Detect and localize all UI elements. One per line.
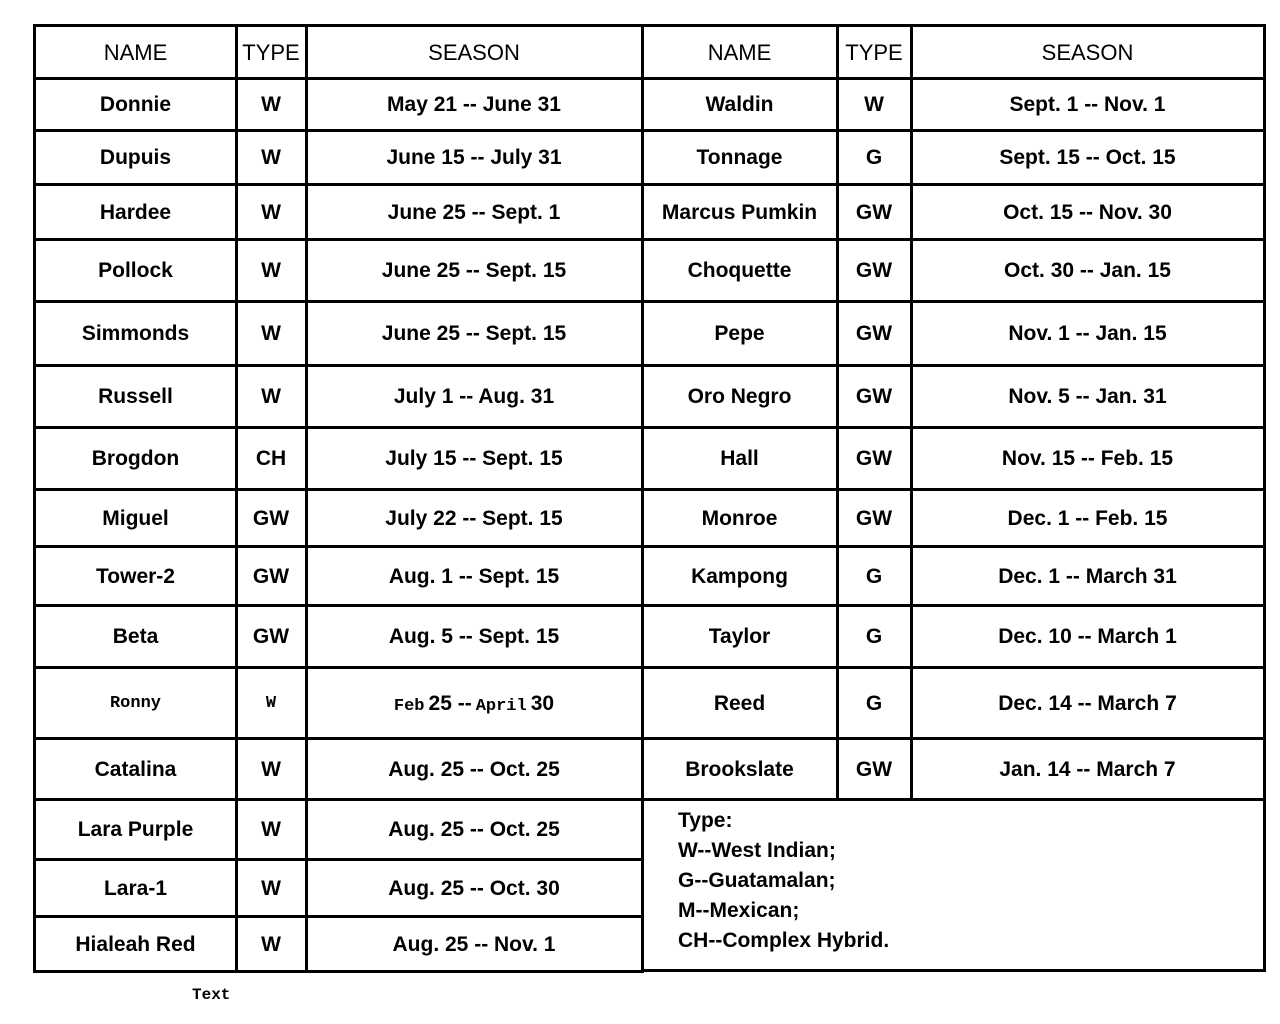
variety-name: Lara Purple bbox=[77, 818, 194, 841]
row-rule bbox=[33, 666, 644, 669]
table-border-right bbox=[1263, 24, 1266, 972]
variety-type: GW bbox=[252, 564, 290, 588]
variety-type: W bbox=[261, 932, 281, 956]
type-legend bbox=[678, 806, 889, 956]
row-rule bbox=[642, 183, 1266, 186]
variety-season: July 1 -- Aug. 31 bbox=[393, 385, 555, 408]
row-rule bbox=[642, 604, 1266, 607]
variety-type: GW bbox=[855, 322, 893, 345]
variety-name: Tonnage bbox=[696, 146, 783, 169]
variety-season: Aug. 1 -- Sept. 15 bbox=[388, 564, 560, 588]
row-rule bbox=[33, 604, 644, 607]
season-part: 30 bbox=[530, 691, 555, 715]
column-rule bbox=[910, 24, 913, 798]
variety-season: July 22 -- Sept. 15 bbox=[385, 506, 563, 530]
variety-type: W bbox=[864, 93, 884, 116]
variety-season: Aug. 25 -- Oct. 30 bbox=[388, 876, 560, 900]
column-rule bbox=[305, 24, 308, 972]
variety-name: Hall bbox=[720, 447, 759, 470]
variety-season: Aug. 5 -- Sept. 15 bbox=[388, 625, 560, 648]
variety-name: Tower-2 bbox=[96, 564, 175, 588]
variety-name: Hardee bbox=[99, 200, 172, 224]
variety-name: Russell bbox=[98, 385, 173, 408]
row-rule bbox=[33, 488, 644, 491]
variety-name: Waldin bbox=[705, 93, 774, 116]
variety-name: Choquette bbox=[687, 259, 792, 282]
variety-type: W bbox=[261, 146, 281, 169]
variety-name: Monroe bbox=[701, 506, 778, 530]
variety-season: Sept. 15 -- Oct. 15 bbox=[999, 146, 1176, 169]
row-rule bbox=[642, 798, 1266, 801]
table-border-top bbox=[33, 24, 1265, 27]
variety-type: GW bbox=[855, 200, 893, 224]
variety-season: Oct. 30 -- Jan. 15 bbox=[1004, 259, 1171, 282]
variety-season: Nov. 15 -- Feb. 15 bbox=[1001, 447, 1174, 470]
season-text bbox=[394, 692, 554, 716]
variety-season: Sept. 1 -- Nov. 1 bbox=[1009, 93, 1166, 116]
row-rule bbox=[33, 300, 644, 303]
variety-season: June 25 -- Sept. 15 bbox=[381, 259, 567, 282]
variety-type: CH bbox=[255, 447, 287, 470]
season-part: Feb bbox=[393, 696, 425, 716]
variety-type: GW bbox=[855, 447, 893, 470]
header-rule bbox=[33, 77, 1265, 80]
header-season: SEASON bbox=[428, 39, 520, 65]
row-rule bbox=[642, 238, 1266, 241]
variety-name: Marcus Pumkin bbox=[661, 200, 818, 224]
variety-season: Aug. 25 -- Nov. 1 bbox=[392, 932, 556, 956]
variety-season: June 25 -- Sept. 1 bbox=[387, 200, 561, 224]
variety-name: Kampong bbox=[691, 564, 788, 588]
variety-name: Beta bbox=[112, 625, 159, 648]
column-rule bbox=[235, 24, 238, 972]
table-border-bottom bbox=[642, 969, 1266, 972]
column-rule bbox=[33, 24, 36, 972]
header-name: NAME bbox=[103, 39, 168, 65]
variety-name: Brookslate bbox=[685, 757, 794, 781]
variety-name: Miguel bbox=[102, 506, 169, 530]
variety-season bbox=[306, 668, 642, 739]
footnote-text: Text bbox=[192, 986, 231, 1004]
legend-item: CH--Complex Hybrid. bbox=[678, 929, 890, 952]
variety-name: Pepe bbox=[714, 322, 765, 345]
variety-season: May 21 -- June 31 bbox=[387, 93, 561, 116]
season-part: April bbox=[475, 696, 527, 716]
header-name: NAME bbox=[707, 39, 772, 65]
header-season: SEASON bbox=[1041, 39, 1134, 65]
variety-type: W bbox=[261, 322, 281, 345]
legend-title: Type: bbox=[678, 809, 733, 832]
row-rule bbox=[642, 364, 1266, 367]
variety-season: Dec. 10 -- March 1 bbox=[998, 625, 1177, 648]
variety-name: Lara-1 bbox=[103, 876, 168, 900]
column-rule bbox=[836, 24, 839, 798]
variety-name: Reed bbox=[713, 691, 766, 715]
variety-season: Jan. 14 -- March 7 bbox=[999, 757, 1176, 781]
row-rule bbox=[33, 915, 644, 918]
variety-name: Brogdon bbox=[91, 447, 180, 470]
variety-name: Donnie bbox=[99, 93, 172, 116]
variety-name: Ronny bbox=[109, 694, 161, 713]
row-rule bbox=[33, 129, 644, 132]
row-rule bbox=[642, 666, 1266, 669]
row-rule bbox=[642, 129, 1266, 132]
variety-name: Pollock bbox=[98, 259, 173, 282]
variety-season: Aug. 25 -- Oct. 25 bbox=[388, 818, 560, 841]
variety-season: Dec. 1 -- Feb. 15 bbox=[1007, 506, 1168, 530]
row-rule bbox=[33, 364, 644, 367]
variety-season: Nov. 5 -- Jan. 31 bbox=[1008, 385, 1167, 408]
variety-type: W bbox=[261, 876, 281, 900]
variety-season: Dec. 14 -- March 7 bbox=[998, 691, 1177, 715]
row-rule bbox=[642, 426, 1266, 429]
variety-type: G bbox=[865, 146, 883, 169]
header-type: TYPE bbox=[845, 39, 903, 65]
variety-type: GW bbox=[855, 259, 893, 282]
row-rule bbox=[33, 238, 644, 241]
row-rule bbox=[642, 300, 1266, 303]
variety-type: GW bbox=[855, 757, 893, 781]
row-rule bbox=[33, 426, 644, 429]
variety-type: W bbox=[261, 818, 281, 841]
variety-type: G bbox=[865, 625, 883, 648]
legend-item: G--Guatamalan; bbox=[678, 869, 836, 892]
variety-type: G bbox=[865, 691, 883, 715]
row-rule bbox=[33, 798, 644, 801]
variety-season: Oct. 15 -- Nov. 30 bbox=[1003, 200, 1172, 224]
column-rule bbox=[641, 24, 644, 972]
header-type: TYPE bbox=[242, 39, 300, 65]
row-rule bbox=[642, 545, 1266, 548]
row-rule bbox=[33, 545, 644, 548]
legend-item: M--Mexican; bbox=[678, 899, 800, 922]
row-rule bbox=[642, 737, 1266, 740]
variety-season: Aug. 25 -- Oct. 25 bbox=[388, 757, 560, 781]
legend-item: W--West Indian; bbox=[678, 839, 836, 862]
variety-season: July 15 -- Sept. 15 bbox=[385, 447, 563, 470]
variety-name: Hialeah Red bbox=[75, 932, 196, 956]
variety-name: Dupuis bbox=[99, 146, 172, 169]
variety-season: Nov. 1 -- Jan. 15 bbox=[1008, 322, 1167, 345]
variety-type: W bbox=[261, 385, 281, 408]
variety-type: G bbox=[865, 564, 883, 588]
variety-name: Oro Negro bbox=[687, 385, 792, 408]
variety-season: June 15 -- July 31 bbox=[386, 146, 562, 169]
variety-season: Dec. 1 -- March 31 bbox=[998, 564, 1177, 588]
variety-type: GW bbox=[855, 506, 893, 530]
variety-type: W bbox=[261, 259, 281, 282]
variety-type: GW bbox=[252, 625, 290, 648]
variety-type: W bbox=[265, 694, 277, 713]
variety-type: W bbox=[261, 200, 281, 224]
variety-name: Simmonds bbox=[81, 322, 190, 345]
variety-type: GW bbox=[252, 506, 290, 530]
variety-name: Catalina bbox=[94, 757, 177, 781]
row-rule bbox=[33, 858, 644, 861]
row-rule bbox=[33, 970, 644, 973]
row-rule bbox=[33, 737, 644, 740]
variety-type: W bbox=[261, 93, 281, 116]
variety-name: Taylor bbox=[708, 625, 771, 648]
row-rule bbox=[642, 488, 1266, 491]
variety-type: W bbox=[261, 757, 281, 781]
variety-season: June 25 -- Sept. 15 bbox=[381, 322, 567, 345]
variety-type: GW bbox=[855, 385, 893, 408]
row-rule bbox=[33, 183, 644, 186]
season-part: 25 -- bbox=[428, 691, 472, 715]
